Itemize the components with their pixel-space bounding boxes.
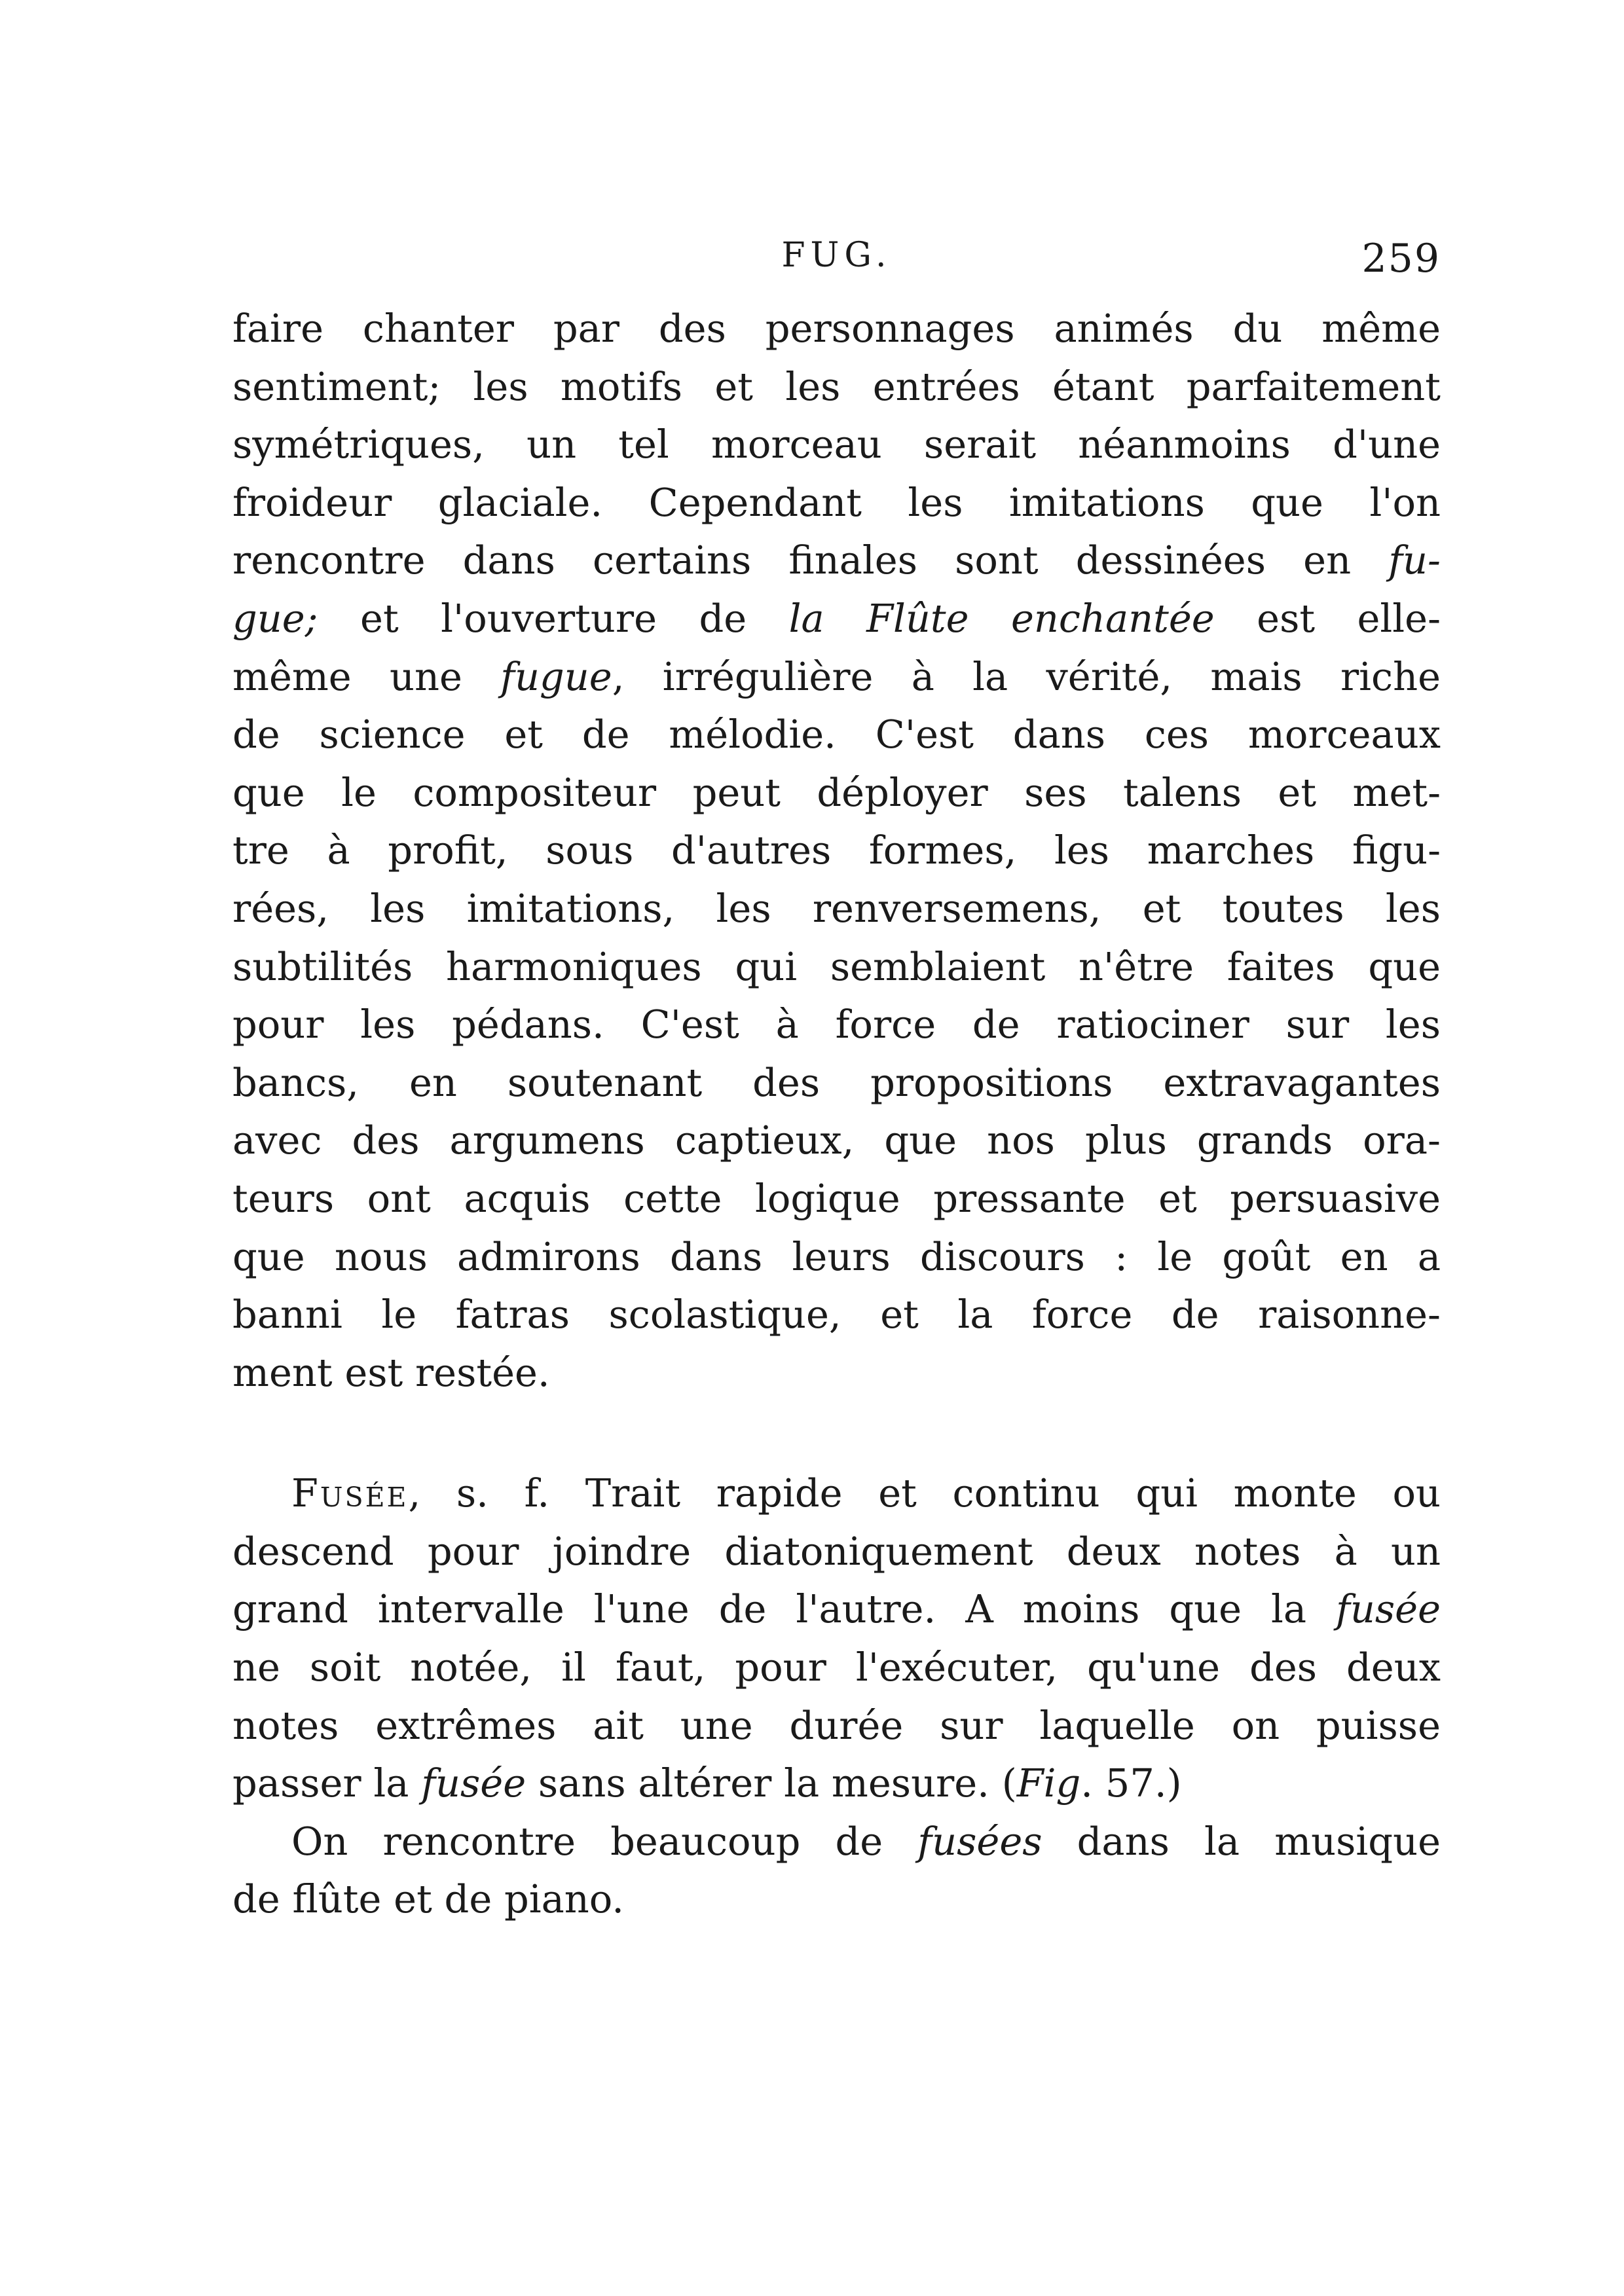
italic-term: Fig — [1016, 1760, 1081, 1806]
text-line: ment est restée. — [232, 1349, 550, 1395]
text-line: tre à profit, sous d'autres formes, les marches figu- — [232, 828, 1441, 873]
italic-term: fugue — [500, 653, 612, 699]
italic-term: fusée — [1336, 1586, 1441, 1632]
text-line: descend pour joindre diatoniquement deux notes à un — [232, 1528, 1441, 1574]
text-line: rées, les imitations, les renversemens, et toutes les — [232, 885, 1441, 931]
running-head: FUG. — [781, 236, 892, 275]
text-line: symétriques, un tel morceau serait néanmoins d'une — [232, 422, 1441, 467]
text-line: froideur glaciale. Cependant les imitations que l'on — [232, 479, 1441, 525]
text-line: On rencontre beaucoup de fusées dans la musique — [291, 1818, 1441, 1864]
text-line: de flûte et de piano. — [232, 1876, 625, 1922]
italic-term: gue; — [232, 595, 318, 641]
paragraph-gap — [232, 1402, 1441, 1465]
text-line: teurs ont acquis cette logique pressante et persuasive — [232, 1175, 1441, 1221]
text-line: banni le fatras scolastique, et la force de raisonne- — [232, 1292, 1441, 1338]
text-line: de science et de mélodie. C'est dans ces morceaux — [232, 712, 1441, 757]
page-number: 259 — [1361, 236, 1441, 282]
italic-term: fusée — [421, 1760, 526, 1806]
text-line: rencontre dans certains finales sont dessinées en fu- — [232, 538, 1441, 583]
text-line: bancs, en soutenant des propositions extravagantes — [232, 1059, 1441, 1105]
italic-term: fusées — [917, 1818, 1043, 1864]
text-line: avec des argumens captieux, que nos plus grands ora- — [232, 1118, 1441, 1163]
text-line: que nous admirons dans leurs discours : le goût en a — [232, 1233, 1441, 1279]
text-line: sentiment; les motifs et les entrées étant parfaitement — [232, 363, 1441, 409]
text-line: pour les pédans. C'est à force de ratiociner sur les — [232, 1002, 1441, 1048]
text-line: gue; et l'ouverture de la Flûte enchantée est elle- — [232, 595, 1441, 641]
text-line: même une fugue, irrégulière à la vérité, mais riche — [232, 653, 1441, 699]
text-line: ne soit notée, il faut, pour l'exécuter, qu'une des deux — [232, 1645, 1441, 1690]
entry-headword: Fusée — [291, 1470, 409, 1516]
text-line: grand intervalle l'une de l'autre. A moins que la fusée — [232, 1586, 1441, 1632]
text-line: passer la fusée sans altérer la mesure. (Fig. 57.) — [232, 1760, 1182, 1806]
entry-headword-line: Fusée, s. f. Trait rapide et continu qui monte ou — [291, 1470, 1441, 1516]
text-line: que le compositeur peut déployer ses talens et met- — [232, 769, 1441, 815]
text-line: notes extrêmes ait une durée sur laquelle on puisse — [232, 1702, 1441, 1748]
text-line: faire chanter par des personnages animés du même — [232, 306, 1441, 351]
italic-term: fu- — [1388, 538, 1441, 583]
italic-term: la Flûte enchantée — [788, 595, 1215, 641]
text-line: subtilités harmoniques qui semblaient n'être faites que — [232, 943, 1441, 989]
page-header — [232, 236, 1441, 288]
body-text — [232, 300, 1441, 1929]
